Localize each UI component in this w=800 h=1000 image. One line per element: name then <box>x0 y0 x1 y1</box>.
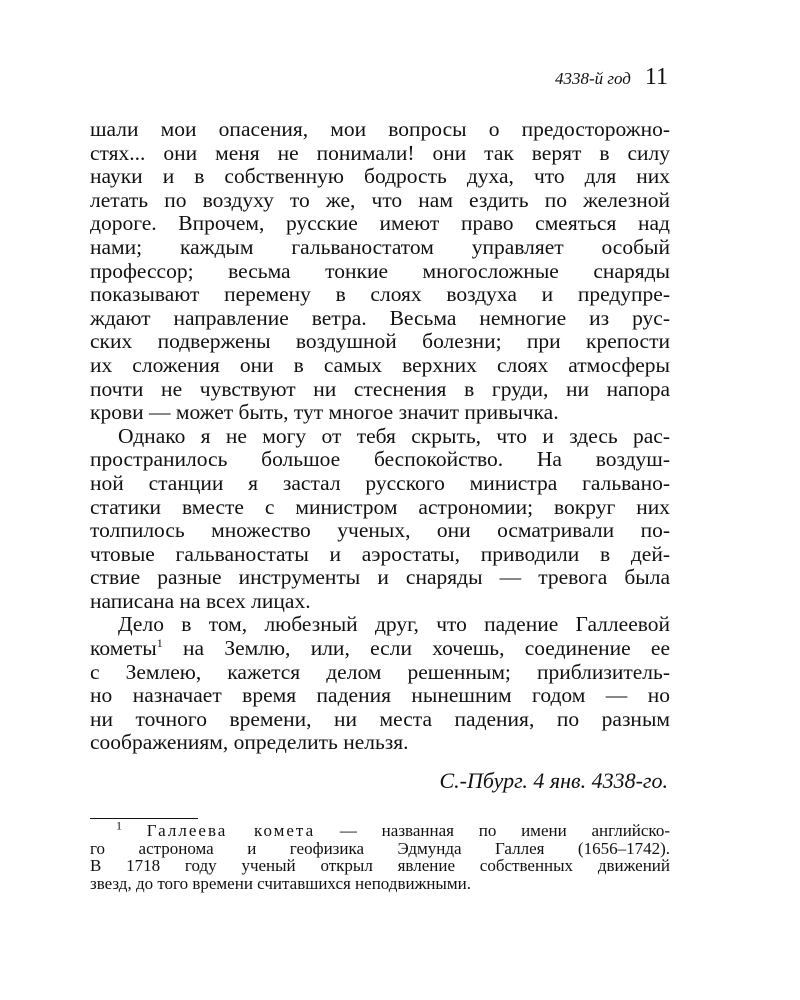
text-line: но назначает время падения нынешним годом — но <box>90 683 670 708</box>
text-line: крови — может быть, тут многое значит привычка. <box>90 400 559 425</box>
text-line: их сложения они в самых верхних слоях атмосферы <box>90 352 670 377</box>
text-line: толпилось множество ученых, они осматривали по- <box>90 518 670 543</box>
footnote-line: В 1718 году ученый открыл явление собственных движений <box>90 856 670 876</box>
text-line: пространилось большое беспокойство. На воздуш- <box>90 447 670 472</box>
text-line: науки и в собственную бодрость духа, что для них <box>90 164 670 189</box>
text-line: профессор; весьма тонкие многосложные снаряды <box>90 258 670 283</box>
footnote-marker: 1 <box>116 818 122 833</box>
text-line: стях... они меня не понимали! они так верят в силу <box>90 140 670 165</box>
text-line: статики вместе с министром астрономии; вокруг них <box>90 494 670 519</box>
signature-line: С.-Пбург. 4 янв. 4338-го. <box>439 768 668 793</box>
footnote-line: го астронома и геофизика Эдмунда Галлея (1656–1742). <box>90 838 670 858</box>
text-line: нами; каждым гальваностатом управляет особый <box>90 234 670 259</box>
text-line: летать по воздуху то же, что нам ездить по железной <box>90 187 670 212</box>
text-line: почти не чувствуют ни стеснения в груди, ни напора <box>90 376 670 401</box>
text-line: с Землею, кажется делом решенным; приблизитель- <box>90 659 670 684</box>
text-line: показывают перемену в слоях воздуха и предупре- <box>90 282 670 307</box>
text-line: шали мои опасения, мои вопросы о предосторожно- <box>90 117 670 141</box>
comet-word: кометы <box>90 636 157 661</box>
text-line: ствие разные инструменты и снаряды — тревога была <box>90 565 670 590</box>
footnote-line: звезд, до того времени считавшихся неподвижными. <box>90 873 471 893</box>
running-title: 4338-й год <box>554 69 631 88</box>
page-number: 11 <box>644 64 668 90</box>
text-line: Дело в том, любезный друг, что падение Галлеевой <box>118 612 670 637</box>
footnote-line-rest: — названная по имени английско- <box>315 821 670 840</box>
footnote <box>90 818 670 893</box>
text-line: ной станции я застал русского министра гальвано- <box>90 470 670 495</box>
text-line: написана на всех лицах. <box>90 588 311 613</box>
footnote-term: Галлеева комета <box>146 821 316 840</box>
text-line: ни точного времени, ни места падения, по разным <box>90 706 670 731</box>
text-line: чтовые гальваностаты и аэростаты, приводили в дей- <box>90 541 670 566</box>
text-line: дороге. Впрочем, русские имеют право смеяться над <box>90 211 670 236</box>
text-line: соображениям, определить нельзя. <box>90 730 409 755</box>
text-line: ждают направление ветра. Весьма немногие из рус- <box>90 305 670 330</box>
text-line: ских подвержены воздушной болезни; при крепости <box>90 329 670 354</box>
running-head <box>555 64 668 91</box>
text-line: Однако я не могу от тебя скрыть, что и здесь рас- <box>118 423 670 448</box>
text-line-with-footnote-ref <box>90 637 670 661</box>
text-line-rest: на Землю, или, если хочешь, соединение ее <box>182 636 670 661</box>
footnote-line <box>90 818 670 840</box>
footnote-reference[interactable]: 1 <box>156 635 163 650</box>
footnote-rule <box>90 818 198 819</box>
body-text <box>90 118 670 755</box>
